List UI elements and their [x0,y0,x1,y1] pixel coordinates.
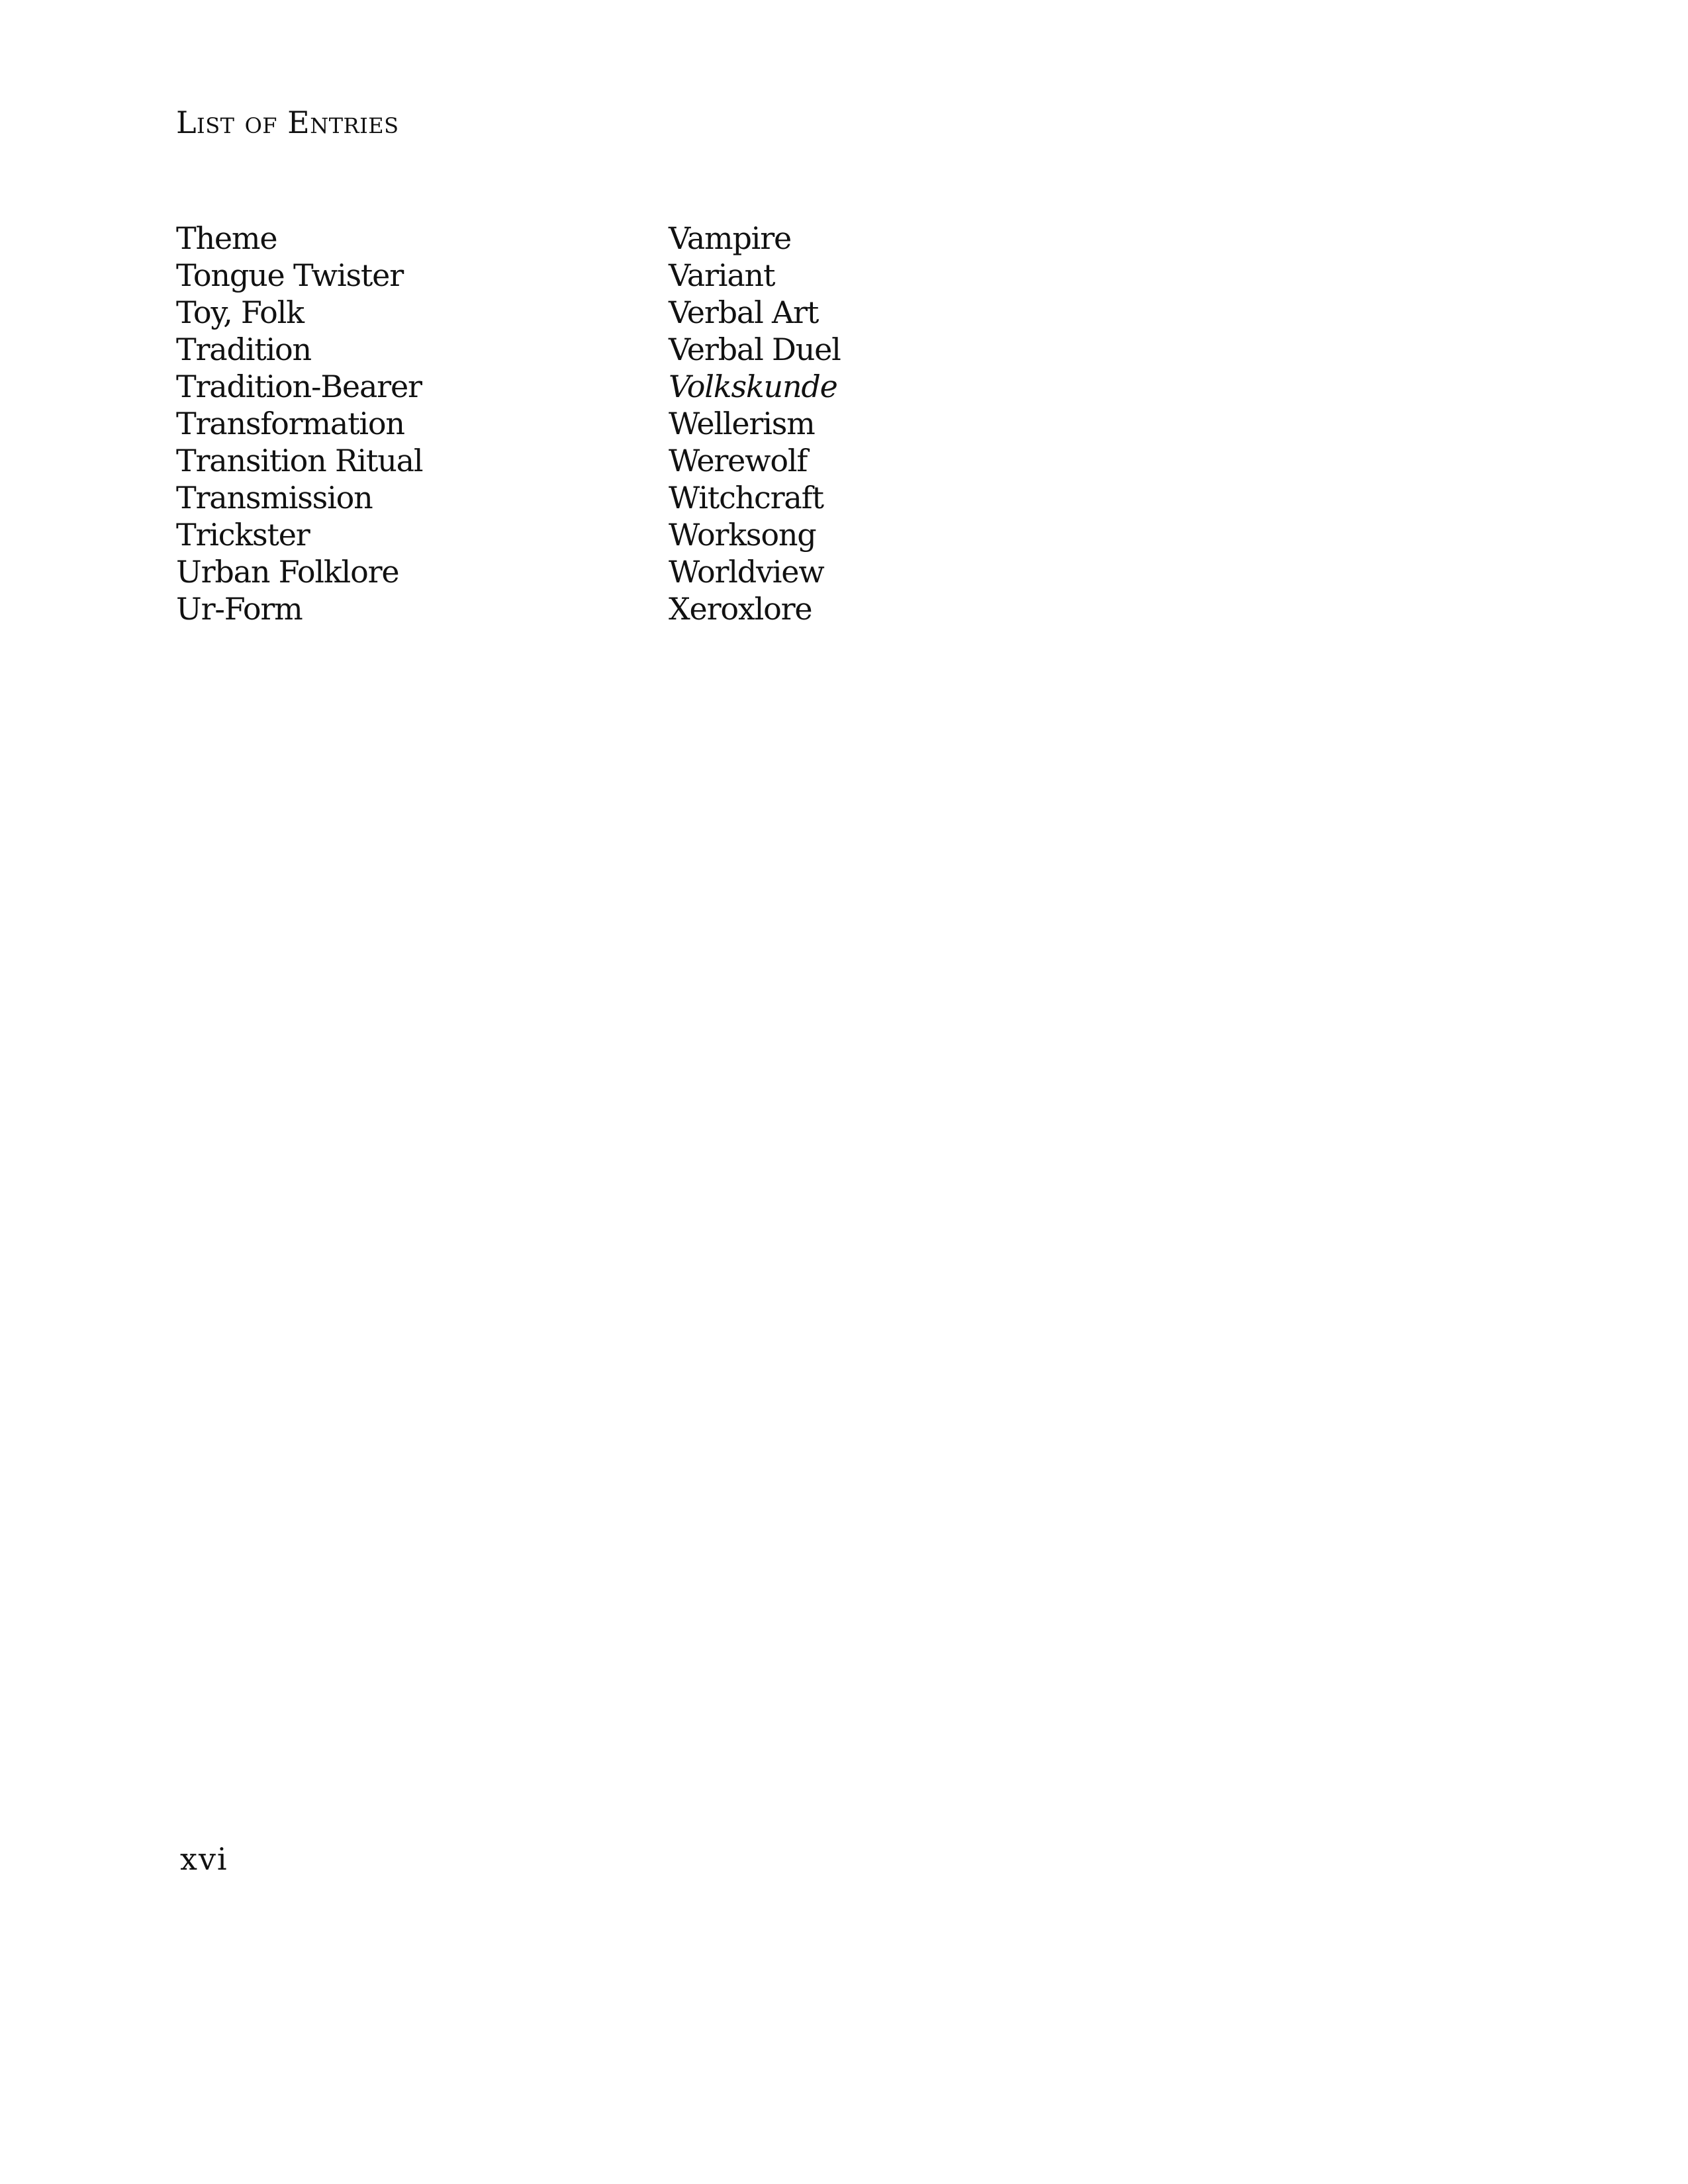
entry-item: Verbal Duel [669,332,841,367]
entry-item: Transformation [176,406,404,441]
entry-item: Variant [669,257,775,293]
entry-item: Wellerism [669,406,815,441]
entry-item: Ur-Form [176,591,303,627]
entry-item: Urban Folklore [176,554,399,590]
entry-item: Xeroxlore [669,591,812,627]
entry-item: Worldview [669,554,824,590]
entry-item: Transmission [176,480,373,516]
entry-item: Worksong [669,517,816,553]
page-number: xvi [180,1841,228,1877]
entry-item: Verbal Art [669,295,819,330]
entries-column-right [669,220,841,627]
entry-item: Vampire [669,220,792,256]
entry-item-italic: Volkskunde [669,369,837,404]
running-header: List of Entries [176,105,399,140]
entry-item: Tradition [176,332,311,367]
entry-item: Werewolf [669,443,808,478]
entry-item: Tongue Twister [176,257,403,293]
entry-item: Tradition-Bearer [176,369,422,404]
entry-item: Witchcraft [669,480,823,516]
entries-column-left [176,220,422,627]
entry-item: Transition Ritual [176,443,423,478]
entry-item: Toy, Folk [176,295,304,330]
entry-item: Theme [176,220,277,256]
entry-item: Trickster [176,517,310,553]
